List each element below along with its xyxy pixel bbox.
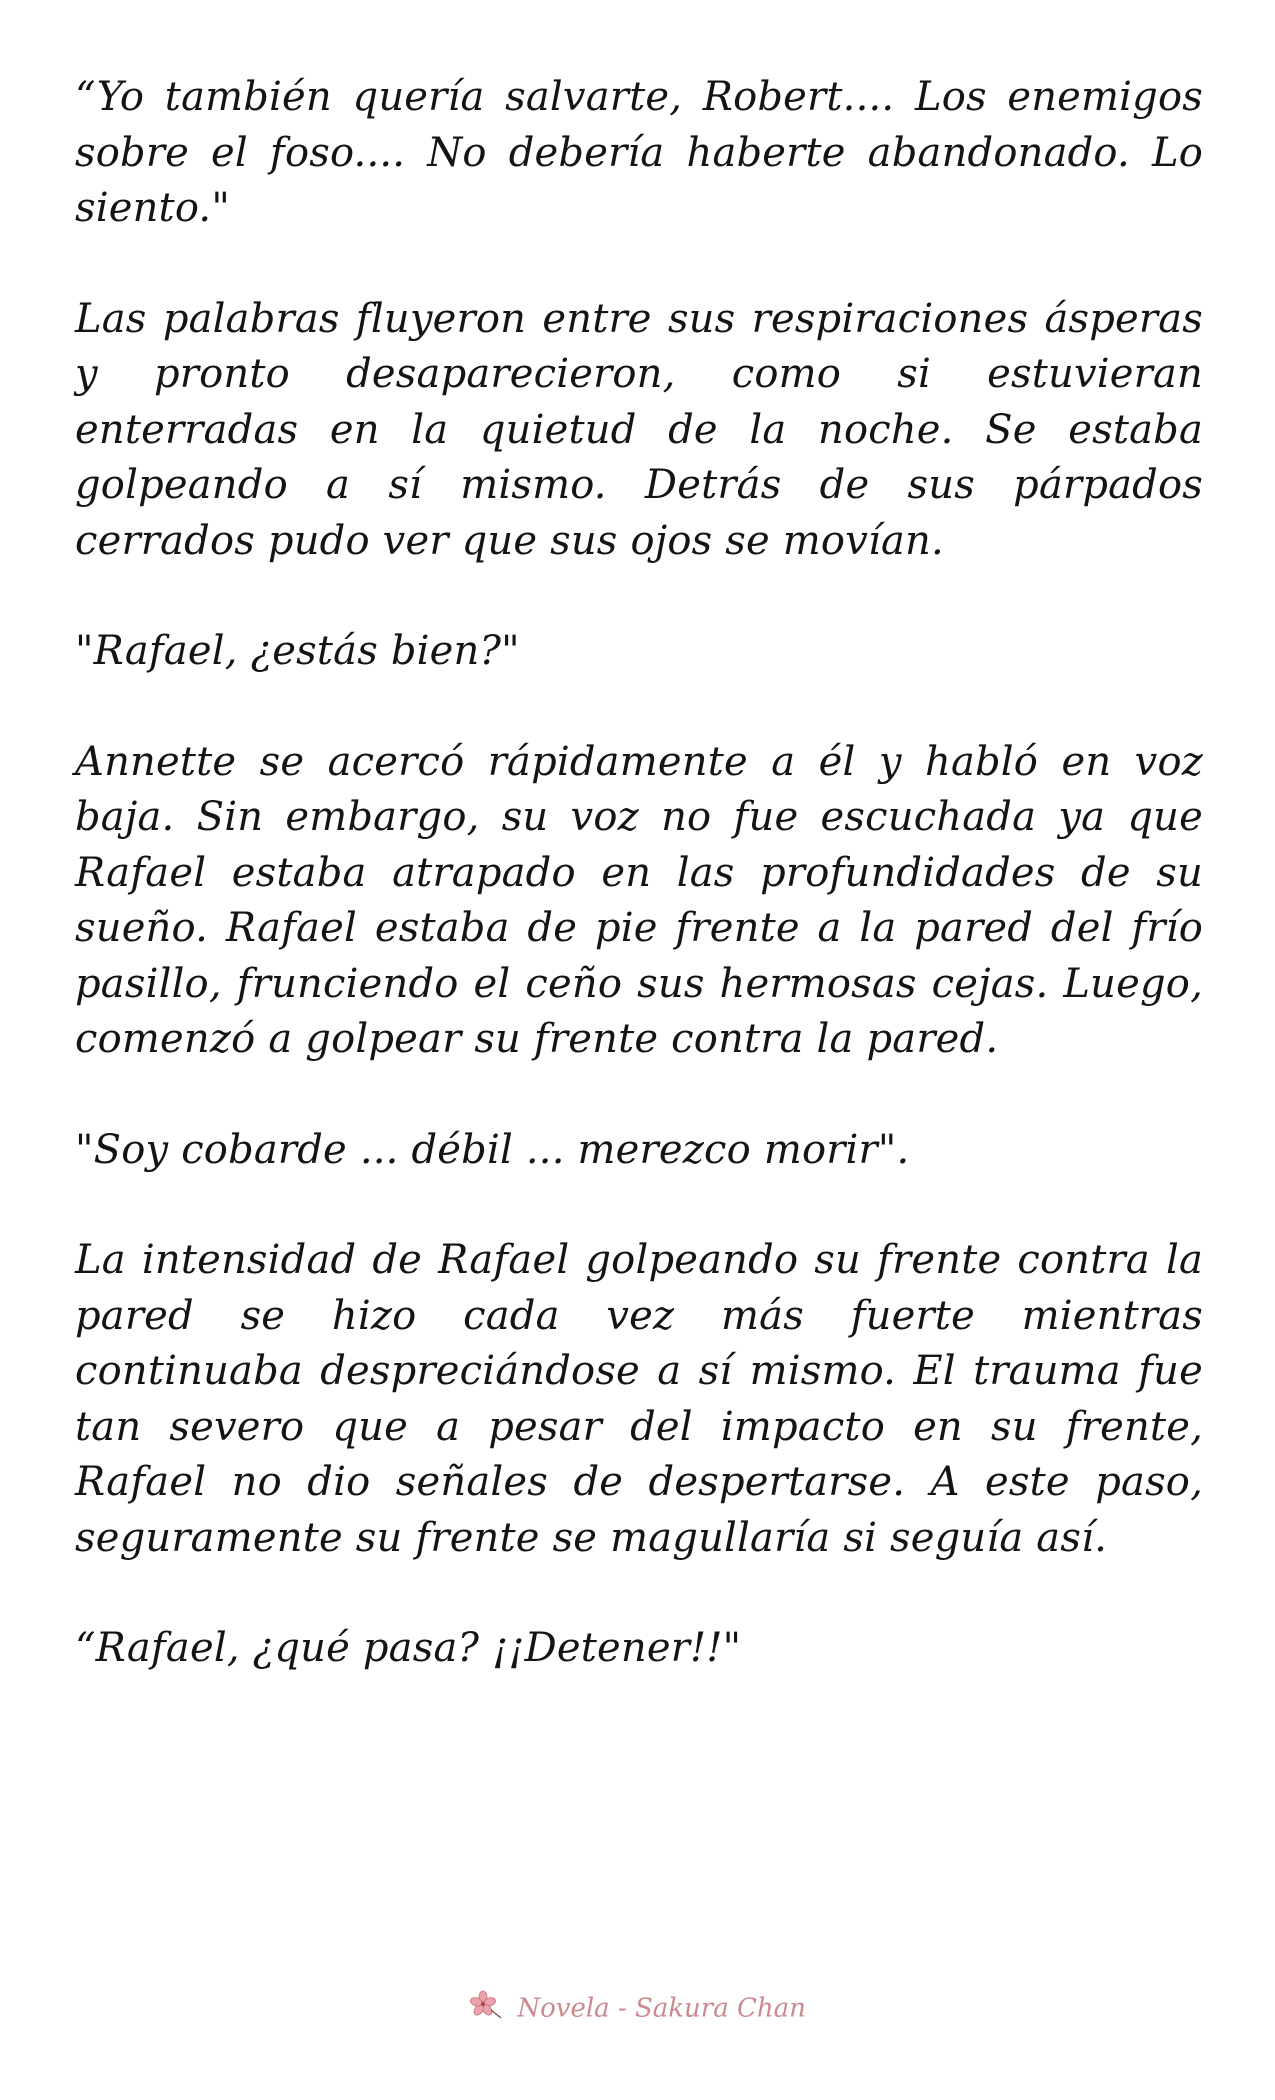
paragraph-2: Las palabras fluyeron entre sus respiraciones ásperas y pronto desaparecieron, como si estuvieran enterradas en la quietud de la noche. Se estaba golpeando a sí mismo. Detrás de sus párpados cerrados pudo ver que sus ojos se movían.: [75, 295, 1203, 564]
paragraph-3: "Rafael, ¿estás bien?": [75, 628, 520, 674]
paragraph-7: “Rafael, ¿qué pasa? ¡¡Detener!!": [75, 1625, 742, 1671]
watermark-text: Novela - Sakura Chan: [517, 1993, 806, 2024]
sakura-flower-icon: [469, 1990, 503, 2027]
document-body: [75, 70, 1203, 1677]
paragraph-4: Annette se acercó rápidamente a él y habló en voz baja. Sin embargo, su voz no fue escuchada ya que Rafael estaba atrapado en las profundidades de su sueño. Rafael estaba de pie frente a la pared del frío pasillo, frunciendo el ceño sus hermosas cejas. Luego, comenzó a golpear su frente contra la pared.: [75, 738, 1203, 1062]
paragraph-1: “Yo también quería salvarte, Robert.... Los enemigos sobre el foso.... No debería haberte abandonado. Lo siento.": [75, 74, 1203, 231]
paragraph-6: La intensidad de Rafael golpeando su frente contra la pared se hizo cada vez más fuerte mientras continuaba despreciándose a sí mismo. El trauma fue tan severo que a pesar del impacto en su frente, Rafael no dio señales de despertarse. A este paso, seguramente su frente se magullaría si seguía así.: [75, 1237, 1203, 1561]
paragraph-5: "Soy cobarde ... débil ... merezco morir".: [75, 1126, 910, 1173]
watermark: [0, 1990, 1275, 2027]
